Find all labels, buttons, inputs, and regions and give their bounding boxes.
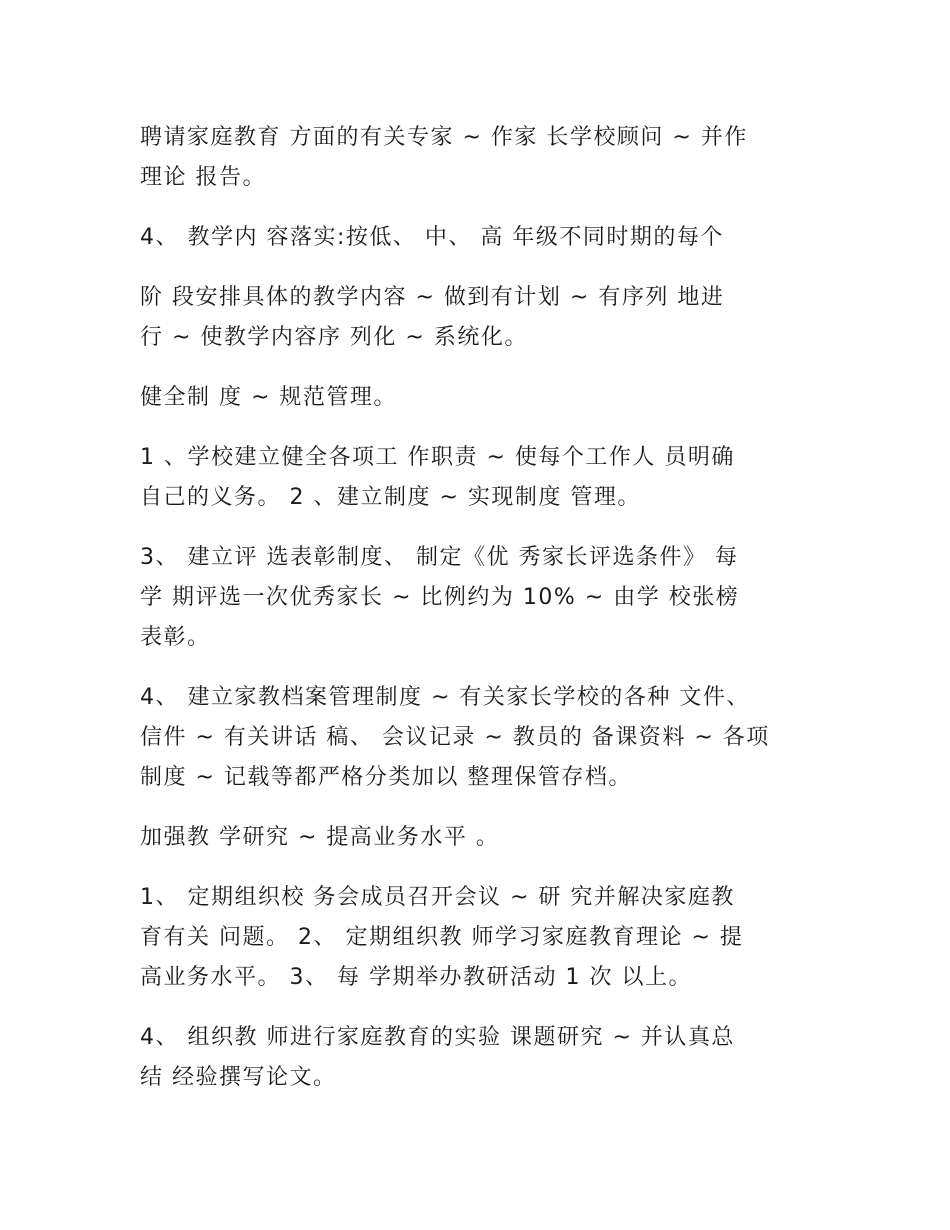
text-line: 高业务水平。 3、 每 学期举办教研活动 1 次 以上。	[140, 965, 692, 990]
text-line: 制度 ~ 记载等都严格分类加以 整理保管存档。	[140, 765, 632, 790]
text-line: 加强教 学研究 ~ 提高业务水平 。	[140, 825, 500, 850]
paragraph-1	[140, 118, 820, 198]
text-line: 学 期评选一次优秀家长 ~ 比例约为 10% ~ 由学 校张榜	[140, 585, 740, 610]
text-line: 理论 报告。	[140, 165, 266, 190]
paragraph-6	[140, 538, 820, 658]
text-line: 聘请家庭教育 方面的有关专家 ~ 作家 长学校顾问 ~ 并作	[140, 125, 748, 150]
text-line: 健全制 度 ~ 规范管理。	[140, 385, 397, 410]
text-line: 4、 组织教 师进行家庭教育的实验 课题研究 ~ 并认真总	[140, 1025, 735, 1050]
text-line: 结 经验撰写论文。	[140, 1065, 337, 1090]
text-line: 3、 建立评 选表彰制度、 制定《优 秀家长评选条件》 每	[140, 545, 739, 570]
paragraph-2	[140, 218, 820, 258]
text-line: 阶 段安排具体的教学内容 ~ 做到有计划 ~ 有序列 地进	[140, 285, 725, 310]
text-line: 信件 ~ 有关讲话 稿、 会议记录 ~ 教员的 备课资料 ~ 各项	[140, 725, 770, 750]
paragraph-5	[140, 438, 820, 518]
paragraph-8	[140, 818, 820, 858]
paragraph-3	[140, 278, 820, 358]
text-line: 1、 定期组织校 务会成员召开会议 ~ 研 究并解决家庭教	[140, 885, 735, 910]
text-line: 育有关 问题。 2、 定期组织教 师学习家庭教育理论 ~ 提	[140, 925, 744, 950]
text-line: 自己的义务。 2 、建立制度 ~ 实现制度 管理。	[140, 485, 641, 510]
text-line: 1 、学校建立健全各项工 作职责 ~ 使每个工作人 员明确	[140, 445, 735, 470]
paragraph-9	[140, 878, 820, 998]
text-line: 4、 建立家教档案管理制度 ~ 有关家长学校的各种 文件、	[140, 685, 750, 710]
paragraph-7	[140, 678, 820, 798]
text-line: 行 ~ 使教学内容序 列化 ~ 系统化。	[140, 325, 528, 350]
text-line: 4、 教学内 容落实:按低、 中、 高 年级不同时期的每个	[140, 225, 724, 250]
paragraph-10	[140, 1018, 820, 1098]
paragraph-4	[140, 378, 820, 418]
text-line: 表彰。	[140, 625, 211, 650]
